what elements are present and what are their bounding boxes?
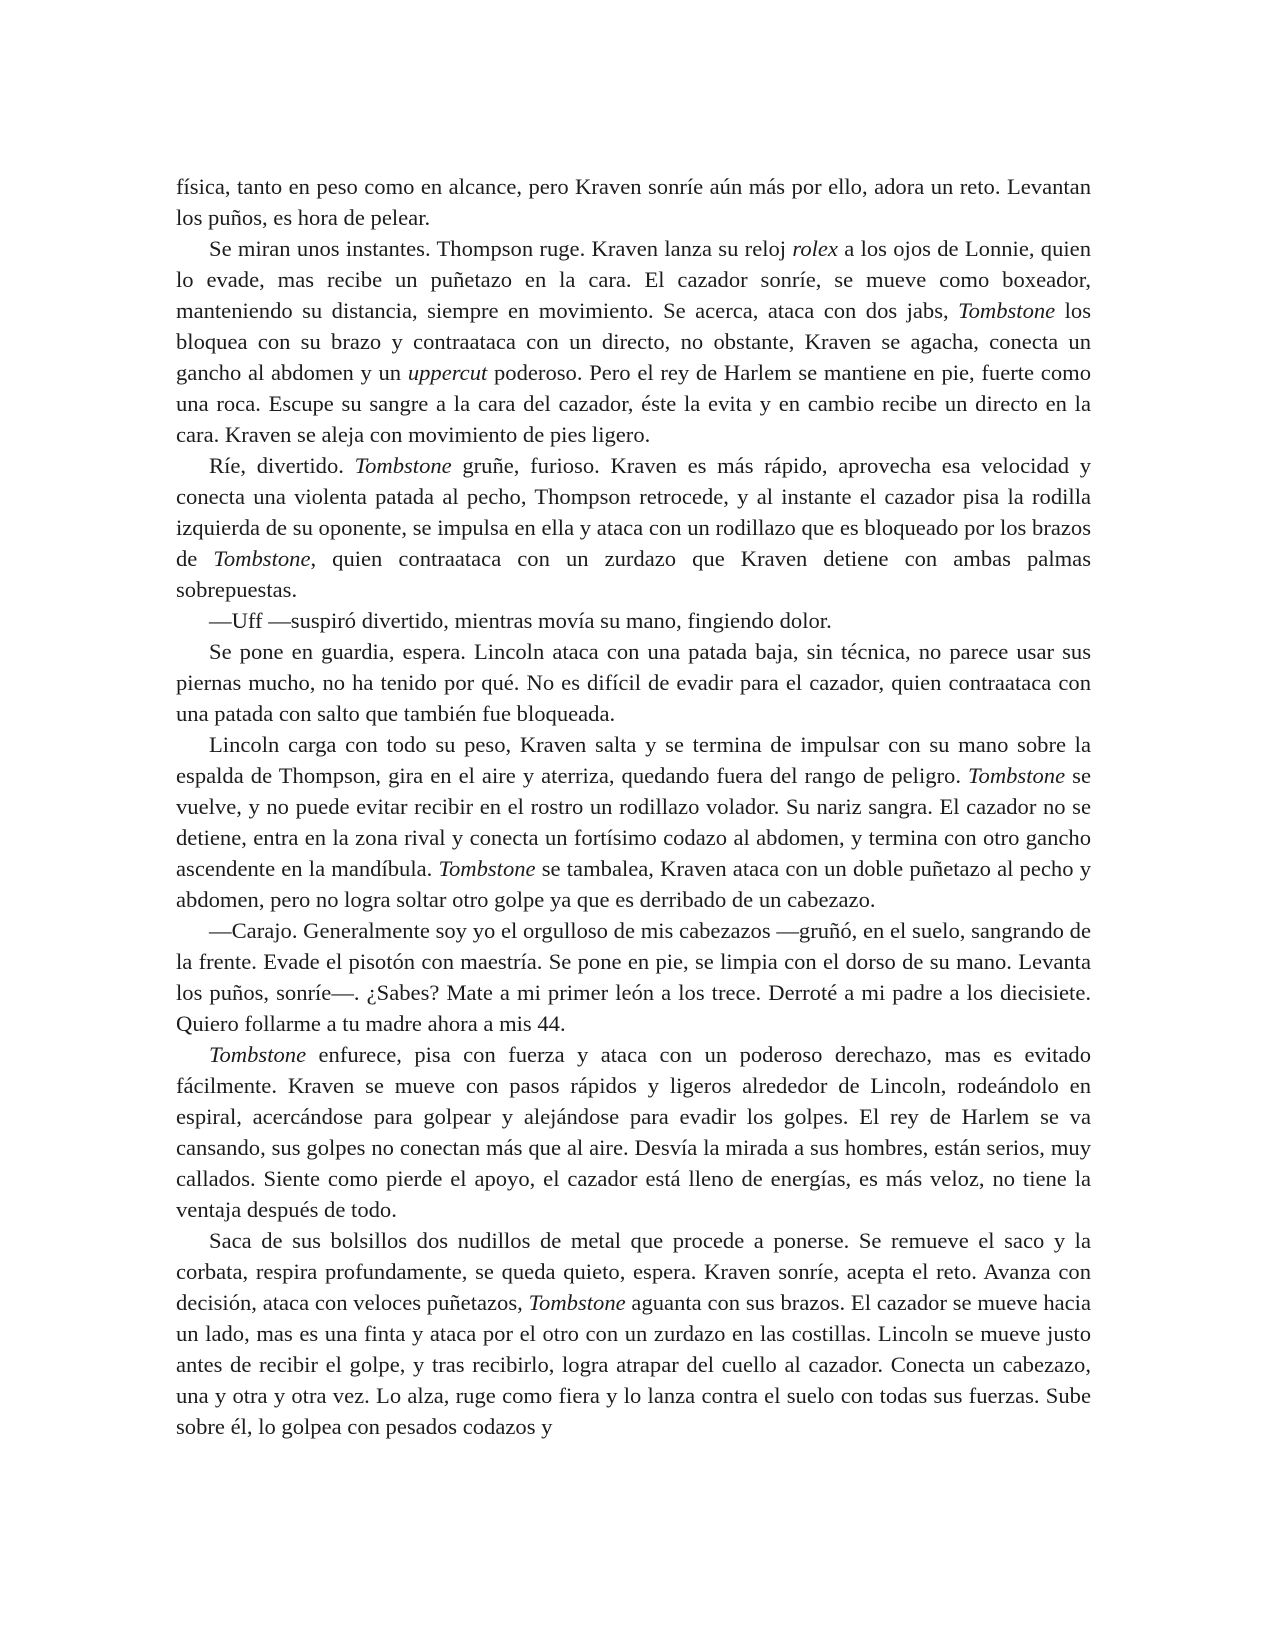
italic-text-run: Tombstone bbox=[958, 298, 1056, 323]
text-run: se vuelve, y no puede evitar recibir en el rostro un rodillazo volador. Su nariz sangra. El cazador no se detiene, entra en la zona rival y conecta un fortísimo codazo al abdomen, y termina con otro gancho ascendente en la mandíbula. bbox=[176, 763, 1091, 881]
italic-text-run: Tombstone bbox=[968, 763, 1066, 788]
text-run: aguanta con sus brazos. El cazador se mueve hacia un lado, mas es una finta y ataca por el otro con un zurdazo en las costillas. Lincoln se mueve justo antes de recibir el golpe, y tras recibirlo, logra atrapar del cuello al cazador. Conecta un cabezazo, una y otra y otra vez. Lo alza, ruge como fiera y lo lanza contra el suelo con todas sus fuerzas. Sube sobre él, lo golpea con pesados codazos y bbox=[176, 1290, 1091, 1439]
text-run: a los ojos de Lonnie, quien lo evade, mas recibe un puñetazo en la cara. El cazador sonríe, se mueve como boxeador, manteniendo su distancia, siempre en movimiento. Se acerca, ataca con dos jabs, bbox=[176, 236, 1091, 323]
paragraph bbox=[176, 915, 1091, 1039]
paragraph bbox=[176, 450, 1091, 605]
paragraph bbox=[176, 605, 1091, 636]
text-run: se tambalea, Kraven ataca con un doble puñetazo al pecho y abdomen, pero no logra soltar otro golpe ya que es derribado de un cabezazo. bbox=[176, 856, 1091, 912]
text-run: —Carajo. Generalmente soy yo el orgulloso de mis cabezazos —gruñó, en el suelo, sangrando de la frente. Evade el pisotón con maestría. Se pone en pie, se limpia con el dorso de su mano. Levanta los puños, sonríe—. ¿Sabes? Mate a mi primer león a los trece. Derroté a mi padre a los diecisiete. Quiero follarme a tu madre ahora a mis 44. bbox=[176, 918, 1091, 1036]
text-run: gruñe, furioso. Kraven es más rápido, aprovecha esa velocidad y conecta una violenta patada al pecho, Thompson retrocede, y al instante el cazador pisa la rodilla izquierda de su oponente, se impulsa en ella y ataca con un rodillazo que es bloqueado por los brazos de bbox=[176, 453, 1091, 571]
text-run: los bloquea con su brazo y contraataca con un directo, no obstante, Kraven se agacha, conecta un gancho al abdomen y un bbox=[176, 298, 1091, 385]
italic-text-run: Tombstone bbox=[528, 1290, 626, 1315]
text-run: Lincoln carga con todo su peso, Kraven salta y se termina de impulsar con su mano sobre la espalda de Thompson, gira en el aire y aterriza, quedando fuera del rango de peligro. bbox=[176, 732, 1091, 788]
paragraph bbox=[176, 1039, 1091, 1225]
paragraph bbox=[176, 729, 1091, 915]
italic-text-run: Tombstone bbox=[209, 1042, 307, 1067]
italic-text-run: rolex bbox=[792, 236, 838, 261]
italic-text-run: uppercut bbox=[407, 360, 488, 385]
italic-text-run: Tombstone bbox=[354, 453, 452, 478]
body-text bbox=[176, 171, 1091, 1442]
text-run: Saca de sus bolsillos dos nudillos de metal que procede a ponerse. Se remueve el saco y la corbata, respira profundamente, se queda quieto, espera. Kraven sonríe, acepta el reto. Avanza con decisión, ataca con veloces puñetazos, bbox=[176, 1228, 1091, 1315]
text-run: física, tanto en peso como en alcance, pero Kraven sonríe aún más por ello, adora un reto. Levantan los puños, es hora de pelear. bbox=[176, 174, 1091, 230]
paragraph bbox=[176, 1225, 1091, 1442]
text-run: enfurece, pisa con fuerza y ataca con un poderoso derechazo, mas es evitado fácilmente. Kraven se mueve con pasos rápidos y ligeros alrededor de Lincoln, rodeándolo en espiral, acercándose para golpear y alejándose para evadir los golpes. El rey de Harlem se va cansando, sus golpes no conectan más que al aire. Desvía la mirada a sus hombres, están serios, muy callados. Siente como pierde el apoyo, el cazador está lleno de energías, es más veloz, no tiene la ventaja después de todo. bbox=[176, 1042, 1091, 1222]
text-run: , quien contraataca con un zurdazo que Kraven detiene con ambas palmas sobrepuestas. bbox=[176, 546, 1091, 602]
text-run: Se pone en guardia, espera. Lincoln ataca con una patada baja, sin técnica, no parece usar sus piernas mucho, no ha tenido por qué. No es difícil de evadir para el cazador, quien contraataca con una patada con salto que también fue bloqueada. bbox=[176, 639, 1091, 726]
paragraph bbox=[176, 636, 1091, 729]
text-run: Se miran unos instantes. Thompson ruge. Kraven lanza su reloj bbox=[209, 236, 793, 261]
text-run: —Uff —suspiró divertido, mientras movía su mano, fingiendo dolor. bbox=[209, 608, 832, 633]
text-run: Ríe, divertido. bbox=[209, 453, 355, 478]
paragraph bbox=[176, 233, 1091, 450]
text-run: poderoso. Pero el rey de Harlem se mantiene en pie, fuerte como una roca. Escupe su sangre a la cara del cazador, éste la evita y en cambio recibe un directo en la cara. Kraven se aleja con movimiento de pies ligero. bbox=[176, 360, 1091, 447]
italic-text-run: Tombstone bbox=[213, 546, 311, 571]
italic-text-run: Tombstone bbox=[438, 856, 536, 881]
paragraph bbox=[176, 171, 1091, 233]
